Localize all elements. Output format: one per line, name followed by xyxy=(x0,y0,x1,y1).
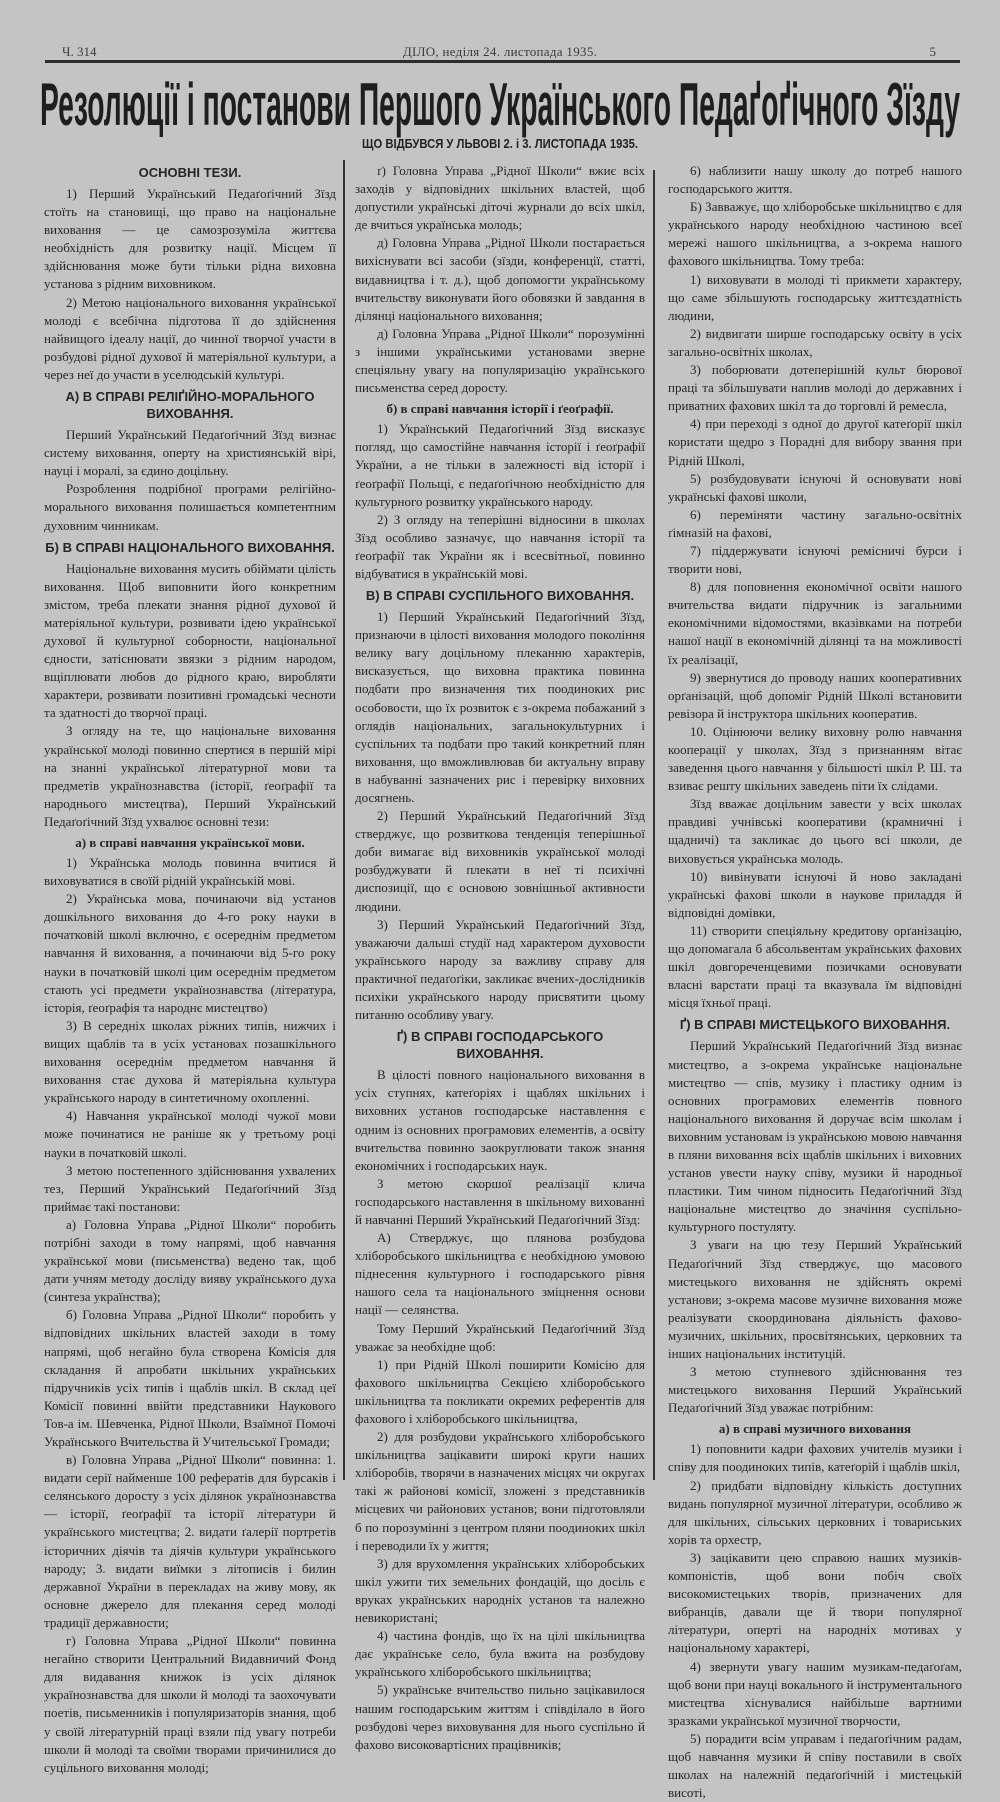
headline: Резолюції і постанови Першого Українського Педаґоґічного Зїзду xyxy=(40,71,960,138)
paragraph: 2) Перший Український Педаґоґічний Зїзд стверджує, що розвиткова тенденція теперішньої доби вимагає від виховників української молоді розбуджувати й плекати в неї ті психічні диспозиції, що є основою зовнішньої активности людини. xyxy=(355,808,645,914)
paragraph: 3) зацікавити цею справою наших музиків-компоністів, щоб вони побіч своїх високомистецьких творів, призначених для вибранців, давали ще й твори популярної літератури, оперті на народніх мотивах у національному характері, xyxy=(668,1549,962,1656)
headline-container xyxy=(40,72,962,138)
paragraph: 2) Українська мова, починаючи від установ дошкільного виховання до 4-го року науки в початковій школі включно, є осереднім предметом навчання й виховання, а починаючи від 5-го року науки в початковій школі цим осереднім предметом стають усі предмети українознавства (література, історія, ґеоґрафія та народнє мистецтво) xyxy=(44,891,336,1015)
paragraph: Розроблення подрібної програми релігійно-морального виховання полишається компетентним духовним чинникам. xyxy=(44,481,336,533)
paragraph: д) Головна Управа „Рідної Школи постарається вихіснувати всі засоби (зїзди, конференції, статті, видавництва і т. д.), щоб допомогти українському вчительству виконувати його обовязки й завдання в ділянці національного виховання; xyxy=(355,235,645,323)
paragraph: 1) Перший Український Педаґоґічний Зїзд, признаючи в цілості виховання молодого покоління велику вагу доцільному плеканню характерів, висказується, що виховна практика повинна подбати про визначення тих поодиноких рис особовости, що їх розвиток є з-окрема побажаний з оглядів національних, загальнокультурних і суспільних та подбати про такий конкретний плян виховання, що вможливлював би актуальну вправу в набуванні зазначених рис і перевірку виховних досягнень. xyxy=(355,609,645,805)
paragraph: 1) Український Педаґоґічний Зїзд висказує погляд, що самостійне навчання історії і ґеоґрафії України, а не тільки в залежності від історії і ґеоґрафії Польщі, є педаґоґічною необхідністю для культурного розвитку українського народу. xyxy=(355,421,645,509)
paragraph: 7) піддержувати існуючі ремісничі бурси і творити нові, xyxy=(668,542,962,577)
paragraph: 4) звернути увагу нашим музикам-педаґоґам, щоб вони при науці вокального й інструментального мистецтва хіснувалися найбільше вартними зразками української музичної творчости, xyxy=(668,1658,962,1728)
paragraph: г) Головна Управа „Рідної Школи“ повинна негайно створити Центральний Видавничий Фонд для видавання книжок із усіх ділянок українознавства для школи й молоді та заохочувати поетів, письменників і популяризаторів знання, щоб у своїй літературній праці взяли під увагу потреби школи й молоді та своїми творами причинилися до суцільного виховання молоді; xyxy=(44,1633,336,1775)
paragraph: 2) видвигати ширше господарську освіту в усіх загально-освітніх школах, xyxy=(668,325,962,359)
subsection-heading: а) в справі музичного виховання xyxy=(718,1421,912,1437)
paragraph: 4) при переході з одної до другої катеґорії шкіл користати щедро з Порадні для вибору звання при Рідній Школі, xyxy=(668,416,962,468)
paragraph: Тому Перший Український Педаґоґічний Зїзд уважає за необхідне щоб: xyxy=(355,1320,645,1354)
column-divider xyxy=(343,160,345,1480)
paragraph: 1) Перший Український Педаґоґічний Зїзд стоїть на становищі, що право на національне виховання — це самозрозуміла життєва необхідність для розвитку нації. Місцем її здійснювання може бути тільки рідна виховна установа з рідним виховником. xyxy=(44,186,336,292)
paragraph: Національне виховання мусить обіймати цілість виховання. Щоб виповнити його конкретним змістом, треба плекати знання рідної духової й матеріяльної культури, розвивати ідею української духової й культурної соборности, національної єдности, затіснювати звязки з рідним народом, вщіплювати любов до рідного краю, виробляти характери, розвивати позитивні громадські чесноти та здатності до творчої праці. xyxy=(44,560,336,721)
paragraph: 5) українське вчительство пильно зацікавилося нашим господарським життям і співділало в його розбудові через виховування для нього суспільно й фахово високовартісних працівників; xyxy=(355,1682,645,1752)
issue-number: Ч. 314 xyxy=(62,44,97,59)
paragraph: 4) Навчання української молоді чужої мови може починатися не раніше як у третьому році науки в початковій школі. xyxy=(44,1108,336,1160)
paragraph: 10. Оцінюючи велику виховну ролю навчання кооперації у школах, Зїзд з признанням вітає заведення цього навчання у більшості шкіл Р. Ш. та взиває решту шкільних заведень піти їх слідами. xyxy=(668,723,962,794)
subsection-heading: а) в справі навчання української мови. xyxy=(75,835,305,850)
paragraph: 10) вивінувати існуючі й ново закладані українські фахові школи в наукове приладдя й відповідні домівки, xyxy=(668,868,962,920)
section-heading: Б) В СПРАВІ НАЦІОНАЛЬНОГО ВИХОВАННЯ. xyxy=(45,539,335,555)
paragraph: З метою ступневого здійснювання тез мистецького виховання Перший Український Педаґоґічний Зїзд уважає потрібним: xyxy=(668,1364,962,1416)
paragraph: 5) розбудовувати існуючі й основувати нові українські фахові школи, xyxy=(668,470,962,504)
paragraph: 2) З огляду на теперішні відносини в школах Зїзд особливо зазначує, що навчання історії та ґеоґрафії так України як і всесвітньої, повинно відбуватися в українській мові. xyxy=(355,511,645,581)
paragraph: а) Головна Управа „Рідної Школи“ поробить потрібні заходи в тому напрямі, щоб навчання української мови (письменства) ведено так, щоб дати учням методу досліду вияву українського духа (синтеза українства); xyxy=(44,1216,336,1305)
paragraph: 1) при Рідній Школі поширити Комісію для фахового шкільництва Секцією хліборобського шкільництва та покликати окремих референтів для фахового і хліборобського шкільництва, xyxy=(355,1356,645,1426)
paragraph: 1) поповнити кадри фахових учителів музики і співу для поодиноких типів, катеґорій і щаблів шкіл, xyxy=(668,1441,962,1475)
paragraph: 3) поборювати дотеперішній культ бюрової праці та збільшувати наплив молоді до державних і приватних фахових шкіл та до торговлі й ремесла, xyxy=(668,362,962,414)
paragraph: 3) Перший Український Педаґоґічний Зїзд, уважаючи дальші студії над характером духовости українського народу за важливу справу для практичної педаґоґіки, закликає вчених-дослідників психіки українського народу присвятити цьому питанню особливу увагу. xyxy=(355,916,645,1023)
paragraph: 1) виховувати в молоді ті прикмети характеру, що саме збільшують господарську життєздатність людини, xyxy=(668,271,962,323)
section-heading: ОСНОВНІ ТЕЗИ. xyxy=(138,165,242,180)
paragraph: 11) створити спеціяльну кредитову орґанізацію, що допомагала б абсольвентам українських фахових шкіл довгореченцевими позичками основувати власні варстати праці та вказувала їм відповідні місця їхньої праці. xyxy=(668,922,962,1011)
article-column-3 xyxy=(668,162,962,1802)
paragraph: 3) В середніх школах ріжних типів, нижчих і вищих щаблів та в усіх установах позашкільного виховання осереднім предметом навчання й виховання стає духова й матеріяльна культура українського народу в синтетичному охопленні. xyxy=(44,1017,336,1106)
article-column-2 xyxy=(355,162,645,1754)
paragraph: 6) наблизити нашу школу до потреб нашого господарського життя. xyxy=(668,163,962,197)
column-divider xyxy=(653,170,655,1480)
paragraph: В цілості повного національного виховання в усіх ступнях, катеґоріях і щаблях шкільних і виховних установ господарське наставлення є одним із основних програмових елементів, а освіту вчительства повинно заокруглювати також знання економічних і господарських наук. xyxy=(355,1067,645,1173)
paragraph: З метою скоршої реалізації клича господарського наставлення в шкільному вихованні й навчанні Перший Український Педаґоґічний Зїзд: xyxy=(355,1175,645,1227)
paragraph: д) Головна Управа „Рідної Школи“ порозумінні з іншими українськими установами зверне спеціяльну увагу на популяризацію українського письменства серед доросту. xyxy=(355,325,645,396)
subheadline: ЩО ВІДБУВСЯ У ЛЬВОВІ 2. і 3. ЛИСТОПАДА 1935. xyxy=(361,137,638,151)
paragraph: Зїзд вважає доцільним завести у всіх школах правдиві учнівські кооперативи (крамничні і щадничі) та закликає до цього всі школи, де виховується українська молодь. xyxy=(668,796,962,866)
section-heading: Ґ) В СПРАВІ ГОСПОДАРСЬКОГО ВИХОВАННЯ. xyxy=(396,1029,604,1062)
paragraph: ґ) Головна Управа „Рідної Школи“ вжиє всіх заходів у відповідних шкільних властей, щоб допустили українські діточі журнали до всіх шкіл, де вчиться українська молодь; xyxy=(355,163,645,233)
paragraph: 6) переміняти частину загально-освітніх ґімназій на фахові, xyxy=(668,506,962,540)
masthead xyxy=(40,44,960,60)
section-heading: А) В СПРАВІ РЕЛІҐІЙНО-МОРАЛЬНОГО ВИХОВАННЯ. xyxy=(65,389,315,422)
page-number: 5 xyxy=(929,44,936,59)
paragraph: З метою постепенного здійснювання ухвалених тез, Перший Український Педаґоґічний Зїзд приймає такі постанови: xyxy=(44,1162,336,1214)
paragraph: 2) придбати відповідну кількість доступних видань популярної музичної літератури, особливо ж для шкільних, сільських церковних і товариських хорів та орхестр, xyxy=(668,1477,962,1547)
paragraph: З огляду на те, що національне виховання української молоді повинно спертися в першій мірі на знанні української літературної мови та предметів українознавства (історії, ґеоґрафії та народнього мистецтва), Перший Український Педаґоґічний Зїзд ухвалює основні тези: xyxy=(44,723,336,829)
paragraph: 1) Українська молодь повинна вчитися й виховуватися в своїй рідній українській мові. xyxy=(44,855,336,889)
subsection-heading: б) в справі навчання історії і ґеоґрафії. xyxy=(386,401,614,417)
paragraph: 8) для поповнення економічної освіти нашого вчительства видати підручник із загальними економічними відомостями, вказівками на потреби нашої нації в економічній ділянці та на можливості їх реалізації, xyxy=(668,579,962,667)
section-heading: Ґ) В СПРАВІ МИСТЕЦЬКОГО ВИХОВАННЯ. xyxy=(679,1017,951,1033)
paragraph: А) Стверджує, що плянова розбудова хліборобського шкільництва є необхідною умовою піднесення культурного і господарського рівня нашого села та національного зміцнення основи нації — селянства. xyxy=(355,1230,645,1318)
masthead-rule xyxy=(45,60,960,63)
paragraph: 9) звернутися до проводу наших кооперативних орґанізацій, щоб допоміг Рідній Школі встановити ревізора й інструктора шкільних кооператив. xyxy=(668,669,962,721)
paper-name-date: ДІЛО, неділя 24. листопада 1935. xyxy=(402,44,598,59)
paragraph: 4) частина фондів, що їх на цілі шкільництва дає українське село, була вжита на розбудову українського хліборобського шкільництва; xyxy=(355,1628,645,1680)
paragraph: 2) Метою національного виховання української молоді є всебічна підготова її до здійснення найвищого ідеалу нації, до чинної творчої участи в розбудові рідної духової й матеріяльної культури, а через неї до участи в уселюдській культурі. xyxy=(44,294,336,382)
paragraph: в) Головна Управа „Рідної Школи“ повинна: 1. видати серії найменше 100 рефератів для бурсаків і селянського доросту з усіх ділянок українознавства — історії, ґеоґрафії та історії літератури й українського мистецтва; 2. видати ґалерії портретів історичних діячів та діячів культури українського народу; 3. видати виїмки з літописів і билин державної України в перекладах на живу мову, як основне джерело для плекання серед молоді традиції державности; xyxy=(44,1452,336,1630)
paragraph: Перший Український Педаґоґічний Зїзд визнає систему виховання, оперту на християнській вірі, науці і моралі, за єдино доцільну. xyxy=(44,427,336,479)
paragraph: б) Головна Управа „Рідної Школи“ поробить у відповідних шкільних властей заходи в тому напрямі, щоб негайно була створена Комісія для складання й апробати шкільних українських підручників усіх типів і щаблів шкіл. В склад цеї Комісії повинні ввійти представники Наукового Тов-а ім. Шевченка, Рідної Школи, Взаїмної Помочі Українського Вчительства й Учительської Громади; xyxy=(44,1307,336,1449)
paragraph: 2) для розбудови українського хліборобського шкільництва зацікавити широкі круги наших хліборобів, творячи в назначених місцях чи округах такі ж районові комісії, зложені з представників місцевих чи районових установ; вони підготовляли б по порозумінні з центром пляни поодиноких шкіл і переводили їх у життя; xyxy=(355,1429,645,1553)
paragraph: 5) порадити всім управам і педаґоґічним радам, щоб навчання музики й співу поставили в своїх школах на належній педаґоґічній і мистецькій висоті, xyxy=(668,1730,962,1801)
paragraph: 3) для врухомлення українських хліборобських шкіл ужити тих земельних фондацій, що досіль є вруках українських народніх установ та належно невикористані; xyxy=(355,1555,645,1626)
paragraph: Б) Завважує, що хліборобське шкільництво є для українського народу необхідною частиною всеї мережі нашого шкільництва, а з-окрема нашого фахового шкільництва. Тому треба: xyxy=(668,199,962,269)
section-heading: В) В СПРАВІ СУСПІЛЬНОГО ВИХОВАННЯ. xyxy=(365,588,635,604)
paragraph: Перший Український Педаґоґічний Зїзд визнає мистецтво, а з-окрема українське національне мистецтво — спів, музику і пластику одним із основних програмових елементів повного національного виховання й доручає всім школам і виховним установам із українською мовою навчання в пляни виховання всіх щаблів шкільних і виховних установ увести науку співу, музики й народньої пластики. Тим чином підносить Педаґоґічний Зїзд національне мистецтво до значіння суспільно-культурного постуляту. xyxy=(668,1038,962,1235)
article-column-1 xyxy=(44,160,336,1777)
paragraph: З уваги на цю тезу Перший Український Педаґоґічний Зїзд стверджує, що масового мистецького виховання не здійснять окремі установи; з-окрема масове музичне виховання може реалізувати скоординована діяльність фахово-музичних, шкільних, просвітянських, церковних та інших національних інституцій. xyxy=(668,1237,962,1361)
